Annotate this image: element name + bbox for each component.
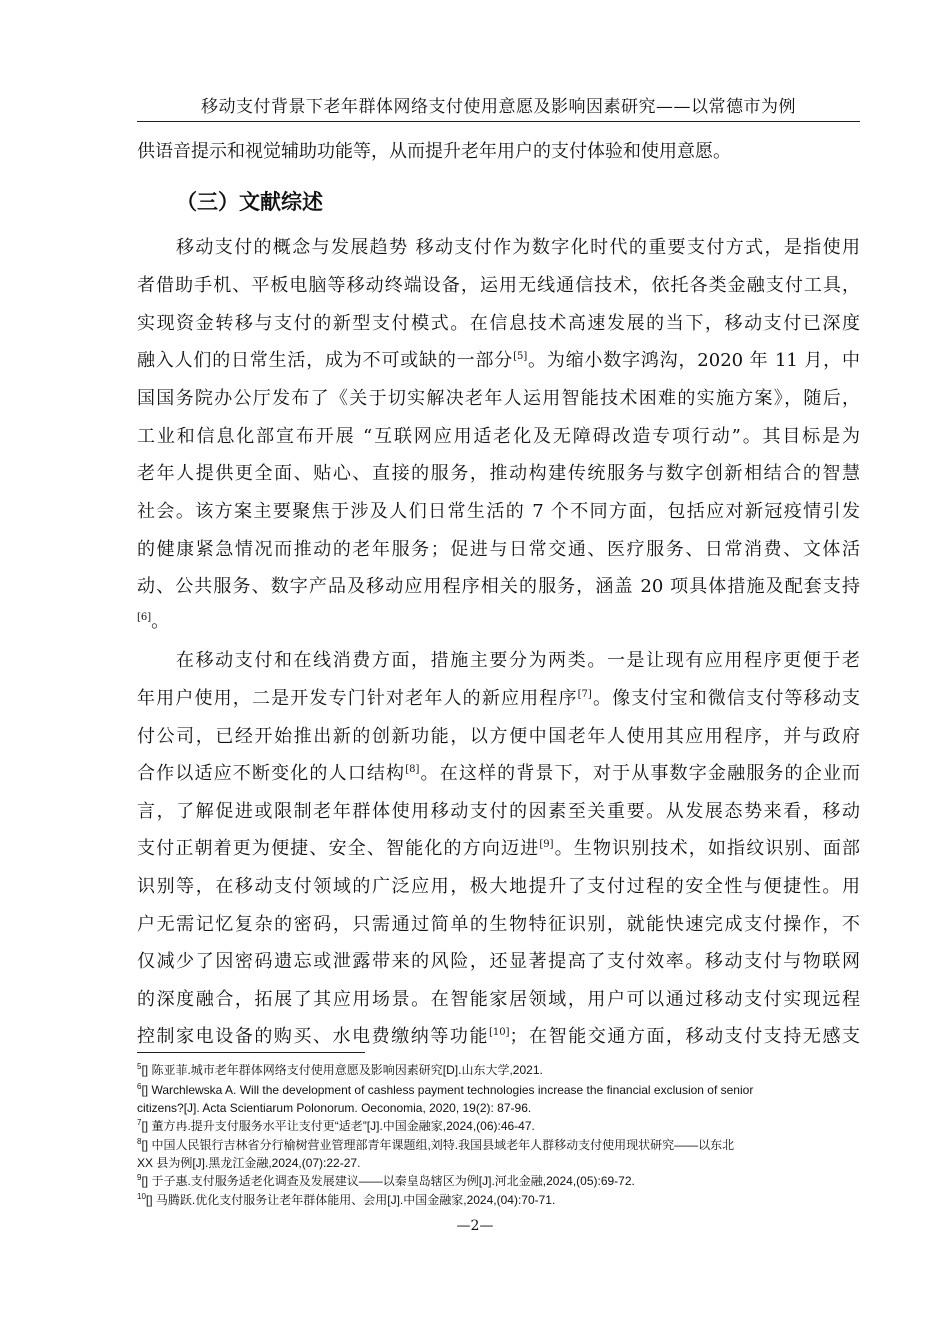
page-number: —2— [456,1218,494,1234]
footnote-continuation: XX 县为例[J].黑龙江金融,2024,(07):22-27. [137,1156,361,1170]
footnote: $^9$[] 于子惠.支付服务适老化调查及发展建议——以秦皇岛辖区为例[J].河北金融,2024,(05):69-72. [137,1173,635,1188]
footnote-divider [137,1052,365,1053]
running-header: 移动支付背景下老年群体网络支付使用意愿及影响因素研究——以常德市为例 [137,92,860,122]
footnote: $^7$[] 董方冉.提升支付服务水平让支付更“适老”[J].中国金融家,2024,(06):46-47. [137,1118,535,1133]
citation-ref: [9] [539,839,554,850]
body-line: 识别等，在移动支付领域的广泛应用，极大地提升了支付过程的安全性与便捷性。用 [137,876,860,897]
citation-ref: [7] [577,689,592,700]
body-line: 社会。该方案主要聚焦于涉及人们日常生活的 7 个不同方面，包括应对新冠疫情引发 [137,501,860,522]
body-line: 的深度融合，拓展了其应用场景。在智能家居领域，用户可以通过移动支付实现远程 [137,989,860,1010]
body-line: 支付正朝着更为便捷、安全、智能化的方向迈进[9]。生物识别技术，如指纹识别、面部 [137,838,860,859]
body-line: 控制家电设备的购买、水电费缴纳等功能[10]；在智能交通方面，移动支付支持无感支 [137,1026,860,1047]
body-line: 付公司，已经开始推出新的创新功能，以方便中国老年人使用其应用程序，并与政府 [137,726,860,747]
body-line: [6]。 [137,611,170,632]
body-line: 年用户使用，二是开发专门针对老年人的新应用程序[7]。像支付宝和微信支付等移动支 [137,688,860,709]
citation-ref: [8] [405,764,420,775]
body-line: 在移动支付和在线消费方面，措施主要分为两类。一是让现有应用程序更便于老 [176,650,860,671]
body-line: 者借助手机、平板电脑等移动终端设备，运用无线通信技术，依托各类金融支付工具， [137,275,860,296]
footnote: $^5$[] 陈亚菲.城市老年群体网络支付使用意愿及影响因素研究[D].山东大学,2021. [137,1062,543,1077]
body-line: 实现资金转移与支付的新型支付模式。在信息技术高速发展的当下，移动支付已深度 [137,313,860,334]
body-line: 供语音提示和视觉辅助功能等，从而提升老年用户的支付体验和使用意愿。 [137,141,731,162]
body-line: 合作以适应不断变化的人口结构[8]。在这样的背景下，对于从事数字金融服务的企业而 [137,763,860,784]
body-line: 动、公共服务、数字产品及移动应用程序相关的服务，涵盖 20 项具体措施及配套支持 [137,576,860,597]
body-line: 工业和信息化部宣布开展 “互联网应用适老化及无障碍改造专项行动”。其目标是为 [137,426,860,447]
body-line: 移动支付的概念与发展趋势 移动支付作为数字化时代的重要支付方式，是指使用 [176,237,860,258]
body-line: 户无需记忆复杂的密码，只需通过简单的生物特征识别，就能快速完成支付操作，不 [137,914,860,935]
body-line: 老年人提供更全面、贴心、直接的服务，推动构建传统服务与数字创新相结合的智慧 [137,463,860,484]
body-line: 融入人们的日常生活，成为不可或缺的一部分[5]。为缩小数字鸿沟，2020 年 11 月，中 [137,350,860,371]
citation-ref: [5] [513,351,528,362]
section-heading: （三）文献综述 [176,190,323,214]
footnote: $^{10}$[] 马腾跃.优化支付服务让老年群体能用、会用[J].中国金融家,2024,(04):70-71. [137,1192,556,1207]
footnote-continuation: citizens?[J]. Acta Scientiarum Polonorum. Oeconomia, 2020, 19(2): 87-96. [137,1101,532,1115]
body-line: 仅减少了因密码遗忘或泄露带来的风险，还显著提高了支付效率。移动支付与物联网 [137,951,860,972]
citation-ref: [10] [489,1027,510,1038]
body-line: 的健康紧急情况而推动的老年服务；促进与日常交通、医疗服务、日常消费、文体活 [137,539,860,560]
body-line: 国国务院办公厅发布了《关于切实解决老年人运用智能技术困难的实施方案》，随后， [137,388,860,409]
citation-ref: [6] [137,612,152,623]
body-line: 言，了解促进或限制老年群体使用移动支付的因素至关重要。从发展态势来看，移动 [137,801,860,822]
footnote: $^6$[] Warchlewska A. Will the development of cashless payment technologies increase the financial exclusion of senior [137,1082,754,1097]
footnote: $^8$[] 中国人民银行吉林省分行榆树营业管理部青年课题组,刘特.我国县域老年人群移动支付使用现状研究——以东北 [137,1137,735,1152]
